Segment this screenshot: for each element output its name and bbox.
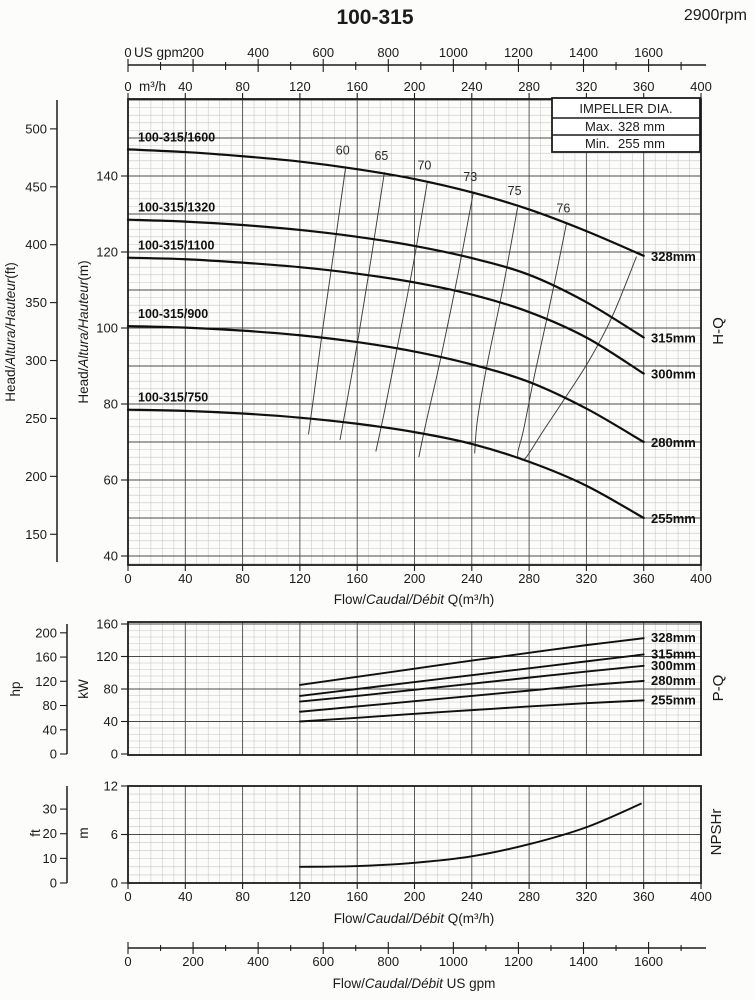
hq-model-label: 100-315/1600: [138, 130, 216, 145]
tick-label: 80: [235, 889, 250, 904]
tick-label: 280: [518, 571, 540, 586]
tick-label: 350: [25, 295, 47, 311]
npsh-x-axis: [124, 883, 711, 904]
tick-label: 40: [178, 571, 193, 586]
tick-label: 40: [178, 79, 193, 94]
efficiency-label-73: 73: [463, 170, 478, 185]
pq-impeller-label: 315mm: [651, 646, 696, 662]
tick-label: 160: [96, 616, 118, 632]
tick-label: 200: [25, 468, 47, 484]
tick-label: 240: [460, 889, 483, 904]
npsh-curve-group: [300, 804, 641, 867]
head-m-axis-label: Head/Altura/Hauteur(m): [76, 260, 91, 404]
tick-label: 160: [346, 889, 369, 904]
tick-label: 1600: [634, 954, 664, 969]
efficiency-line-73: [419, 193, 473, 457]
tick-label: 12: [103, 778, 118, 794]
tick-label: 40: [178, 889, 193, 904]
tick-label: 20: [42, 826, 57, 842]
hq-impeller-label: 280mm: [651, 435, 696, 450]
tick-label: 1200: [503, 45, 533, 60]
npshr-section-label: NPSHr: [708, 808, 725, 856]
efficiency-label-65: 65: [374, 149, 389, 164]
hq-curve-280mm: [128, 326, 644, 442]
pq-impeller-label: 328mm: [651, 630, 696, 646]
tick-label: 1400: [569, 954, 598, 969]
tick-label: 360: [632, 571, 655, 586]
tick-label: 800: [377, 954, 400, 969]
rpm-label: 2900rpm: [683, 7, 747, 24]
tick-label: 0: [124, 954, 132, 969]
efficiency-line-60: [308, 167, 345, 435]
pq-impeller-label: 255mm: [651, 692, 696, 708]
tick-label: 1000: [438, 954, 468, 969]
tick-label: 200: [182, 45, 204, 60]
tick-label: 200: [35, 625, 57, 641]
tick-label: 80: [235, 79, 250, 94]
tick-label: 40: [103, 714, 118, 729]
tick-label: 0: [124, 571, 132, 586]
npsh-ft-axis-label: ft: [28, 829, 43, 837]
tick-label: 360: [632, 889, 655, 904]
tick-label: 200: [403, 889, 426, 904]
hq-impeller-label: 255mm: [651, 511, 696, 526]
tick-label: 0: [49, 746, 57, 762]
tick-label: 280: [518, 889, 540, 904]
tick-label: 400: [247, 45, 269, 60]
tick-label: 1200: [503, 954, 533, 969]
hq-model-label: 100-315/1100: [138, 238, 215, 253]
tick-label: 140: [96, 168, 118, 184]
npshr-curve: [300, 804, 641, 867]
tick-label: 400: [247, 954, 269, 969]
tick-label: 80: [42, 698, 57, 714]
tick-label: 160: [346, 79, 369, 94]
head-ft-axis-label: Head/Altura/Hauteur(ft): [3, 262, 18, 402]
tick-label: 400: [690, 889, 712, 904]
npsh-grid: [128, 786, 701, 883]
impeller-dia-box: [552, 98, 700, 152]
top-m3h-axis: [124, 79, 711, 99]
tick-label: 0: [124, 79, 132, 94]
tick-label: 80: [235, 571, 250, 586]
tick-label: 0: [124, 889, 132, 904]
efficiency-label-76: 76: [556, 201, 571, 216]
tick-label: 60: [103, 472, 118, 488]
tick-label: 120: [35, 673, 57, 689]
gpm-unit-label: US gpm: [134, 45, 183, 60]
tick-label: 160: [35, 649, 57, 665]
tick-label: 1000: [438, 45, 468, 60]
impeller-min-row: Min. 255 mm: [585, 136, 665, 151]
tick-label: 0: [124, 45, 132, 60]
tick-label: 120: [289, 79, 311, 94]
impeller-max-row: Max. 328 mm: [585, 119, 665, 134]
tick-label: 120: [289, 889, 311, 904]
hq-x-axis-title: Flow/Caudal/Débit Q(m³/h): [333, 592, 495, 607]
hq-x-axis: [124, 565, 711, 586]
tick-label: 800: [377, 45, 400, 60]
tick-label: 160: [346, 571, 369, 586]
tick-label: 30: [42, 801, 57, 817]
tick-label: 500: [25, 121, 47, 137]
tick-label: 1400: [569, 45, 598, 60]
pq-section-label: P-Q: [710, 674, 727, 702]
hq-impeller-label: 315mm: [651, 330, 696, 346]
tick-label: 80: [103, 396, 118, 412]
tick-label: 6: [110, 827, 118, 843]
tick-label: 400: [25, 237, 47, 253]
impeller-dia-title: IMPELLER DIA.: [579, 101, 673, 116]
pump-model-title: 100-315: [336, 6, 414, 29]
tick-label: 200: [403, 571, 426, 586]
tick-label: 300: [25, 353, 47, 369]
hq-impeller-label: 328mm: [651, 248, 696, 264]
tick-label: 400: [690, 571, 712, 586]
tick-label: 320: [575, 79, 598, 94]
efficiency-line-75: [475, 207, 518, 453]
tick-label: 240: [460, 571, 483, 586]
tick-label: 250: [25, 410, 47, 426]
tick-label: 450: [25, 179, 47, 195]
tick-label: 320: [575, 571, 598, 586]
tick-label: 360: [632, 79, 655, 94]
top-gpm-axis: [124, 45, 706, 72]
hq-grid: [128, 99, 701, 565]
npsh-x-axis-title: Flow/Caudal/Débit Q(m³/h): [333, 911, 495, 926]
hq-curve-255mm: [128, 410, 644, 518]
efficiency-label-60: 60: [335, 143, 350, 158]
tick-label: 0: [49, 875, 57, 891]
hq-model-label: 100-315/750: [138, 390, 209, 405]
pq-impeller-label: 300mm: [651, 657, 696, 673]
tick-label: 150: [25, 526, 47, 542]
hq-model-label: 100-315/900: [138, 307, 209, 322]
tick-label: 40: [42, 722, 57, 738]
tick-label: 120: [96, 649, 118, 664]
hq-impeller-label: 300mm: [651, 366, 696, 382]
hq-model-label: 100-315/1320: [138, 200, 216, 215]
tick-label: 200: [403, 79, 426, 94]
tick-label: 40: [103, 548, 118, 564]
tick-label: 10: [42, 850, 57, 866]
hp-axis-label: hp: [8, 681, 23, 697]
efficiency-label-75: 75: [507, 184, 522, 199]
hq-section-label: H-Q: [710, 317, 727, 345]
bottom-gpm-axis: [124, 942, 706, 969]
tick-label: 120: [96, 244, 118, 260]
tick-label: 0: [110, 746, 118, 762]
tick-label: 80: [103, 681, 118, 697]
tick-label: 120: [289, 571, 311, 586]
tick-label: 600: [312, 954, 335, 969]
tick-label: 100: [96, 320, 118, 336]
tick-label: 320: [575, 889, 598, 904]
efficiency-line-70: [376, 182, 428, 452]
tick-label: 1600: [634, 45, 664, 60]
tick-label: 240: [460, 79, 483, 94]
pq-impeller-label: 280mm: [651, 672, 696, 688]
kw-axis-label: kW: [76, 679, 91, 699]
tick-label: 200: [182, 954, 204, 969]
m3h-unit-label: m³/h: [139, 79, 166, 94]
efficiency-line-65: [340, 172, 384, 440]
npsh-m-axis-label: m: [76, 827, 91, 839]
tick-label: 600: [312, 45, 335, 60]
gpm-x-axis-title: Flow/Caudal/Débit US gpm: [332, 976, 496, 991]
tick-label: 400: [690, 79, 712, 94]
tick-label: 0: [110, 875, 118, 891]
efficiency-label-70: 70: [417, 158, 432, 173]
generated-chart-layers: [25, 45, 712, 969]
tick-label: 280: [518, 79, 540, 94]
